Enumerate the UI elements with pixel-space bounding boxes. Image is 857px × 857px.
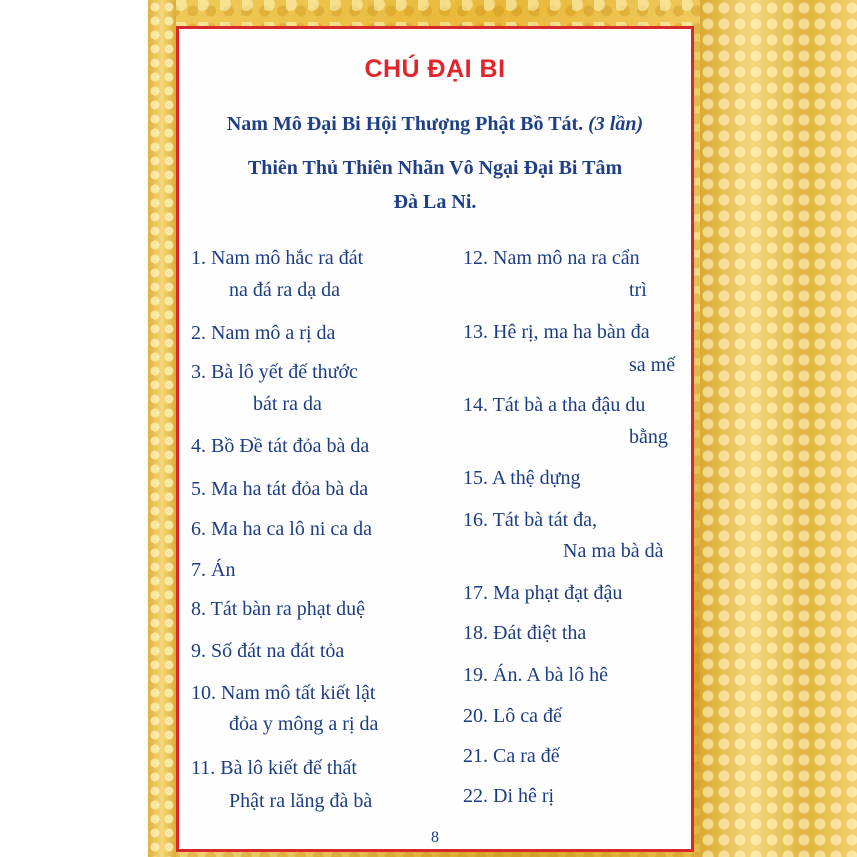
mantra-item-14-cont: bằng bbox=[629, 426, 668, 448]
invocation-line-1 bbox=[179, 113, 691, 136]
mantra-item-2: 2. Nam mô a rị da bbox=[191, 322, 336, 344]
mantra-item-11-cont: Phật ra lăng đà bà bbox=[229, 790, 373, 812]
mantra-item-19: 19. Án. A bà lô hê bbox=[463, 664, 608, 686]
repeat-note: (3 lần) bbox=[588, 113, 644, 135]
mantra-item-14: 14. Tát bà a tha đậu du bbox=[463, 394, 646, 416]
mantra-item-15: 15. A thệ dựng bbox=[463, 467, 581, 489]
mantra-item-12: 12. Nam mô na ra cẩn bbox=[463, 247, 640, 269]
mantra-item-6: 6. Ma ha ca lô ni ca da bbox=[191, 518, 373, 540]
mantra-item-1: 1. Nam mô hắc ra đát bbox=[191, 247, 364, 269]
invocation-line-2: Thiên Thủ Thiên Nhãn Vô Ngại Đại Bi Tâm bbox=[247, 157, 623, 179]
mantra-item-4: 4. Bồ Đề tát đỏa bà da bbox=[191, 435, 370, 457]
mantra-item-16-cont: Na ma bà dà bbox=[563, 540, 664, 562]
mantra-item-21: 21. Ca ra đế bbox=[463, 745, 560, 767]
page-title: CHÚ ĐẠI BI bbox=[364, 55, 506, 83]
mantra-item-18: 18. Đát điệt tha bbox=[463, 622, 587, 644]
mantra-item-12-cont: trì bbox=[629, 279, 647, 301]
invocation-line-3: Đà La Ni. bbox=[393, 191, 477, 213]
mantra-item-9: 9. Số đát na đát tỏa bbox=[191, 640, 345, 662]
text-frame bbox=[176, 26, 694, 852]
gold-ornament-border-right bbox=[700, 0, 857, 857]
mantra-item-8: 8. Tát bàn ra phạt duệ bbox=[191, 598, 366, 620]
mantra-item-7: 7. Án bbox=[191, 559, 236, 581]
outer-white-margin bbox=[0, 0, 150, 857]
mantra-item-10: 10. Nam mô tất kiết lật bbox=[191, 682, 376, 704]
invocation-text: Nam Mô Đại Bi Hội Thượng Phật Bồ Tát. bbox=[226, 113, 584, 135]
mantra-item-3-cont: bát ra da bbox=[253, 393, 322, 415]
mantra-item-3: 3. Bà lô yết đế thước bbox=[191, 361, 358, 383]
gold-ornament-border-left bbox=[148, 0, 176, 857]
mantra-item-13-cont: sa mế bbox=[629, 354, 676, 376]
mantra-item-16: 16. Tát bà tát đa, bbox=[463, 509, 598, 531]
page-content bbox=[179, 29, 691, 849]
mantra-item-22: 22. Di hê rị bbox=[463, 785, 555, 807]
mantra-item-10-cont: đỏa y mông a rị da bbox=[229, 713, 379, 735]
mantra-item-11: 11. Bà lô kiết đế thất bbox=[191, 757, 357, 779]
mantra-item-5: 5. Ma ha tát đỏa bà da bbox=[191, 478, 369, 500]
mantra-item-13: 13. Hê rị, ma ha bàn đa bbox=[463, 321, 650, 343]
mantra-item-20: 20. Lô ca đế bbox=[463, 705, 562, 727]
mantra-item-1-cont: na đá ra dạ da bbox=[229, 279, 341, 301]
mantra-item-17: 17. Ma phạt đạt đậu bbox=[463, 582, 623, 604]
page-number: 8 bbox=[431, 829, 439, 846]
